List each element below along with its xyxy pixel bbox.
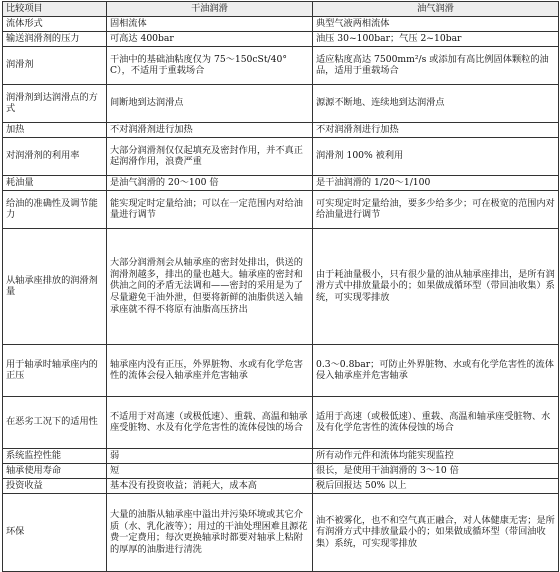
row-grease-cell: 大部分润滑剂仅仅起填充及密封作用，并不真正起润滑作用，浪费严重: [107, 137, 313, 175]
row-item-cell: 在恶劣工况下的适用性: [3, 396, 107, 448]
table-row: [3, 190, 559, 228]
row-item-cell: 对润滑剂的利用率: [3, 137, 107, 175]
row-item-cell: 环保: [3, 493, 107, 571]
header-grease: 干油润滑: [107, 2, 313, 17]
row-item-cell: 加热: [3, 122, 107, 137]
table-row: [3, 478, 559, 493]
table-row: [3, 228, 559, 344]
row-item-cell: 润滑剂到达润滑点的方式: [3, 84, 107, 122]
row-grease-cell: 是油气润滑的 20～100 倍: [107, 175, 313, 190]
row-item-cell: 给油的准确性及调节能力: [3, 190, 107, 228]
table-row: [3, 493, 559, 571]
row-oil-air-cell: 适用于高速（或极低速）、重载、高温和轴承座受脏物、水及有化学危害性的流体侵蚀的场合: [313, 396, 559, 448]
row-oil-air-cell: 油压 30~100bar；气压 2~10bar: [313, 31, 559, 46]
row-item-cell: 流体形式: [3, 16, 107, 31]
row-grease-cell: 大部分润滑剂会从轴承座的密封处排出，供送的润滑剂越多，排出的量也越大。轴承座的密封和供油之间的矛盾无法调和——密封的采用是为了尽量避免干油外泄，但要将新鲜的油脂供送入轴承座就不得不将原有油脂高压挤出: [107, 228, 313, 344]
row-oil-air-cell: 所有动作元件和流体均能实现监控: [313, 448, 559, 463]
row-item-cell: 从轴承座排放的润滑剂量: [3, 228, 107, 344]
row-grease-cell: 基本没有投资收益；消耗大，成本高: [107, 478, 313, 493]
comparison-table-wrapper: [2, 1, 558, 572]
row-grease-cell: 固相流体: [107, 16, 313, 31]
row-grease-cell: 能实现定时定量给油；可以在一定范围内对给油量进行调节: [107, 190, 313, 228]
row-item-cell: 润滑剂: [3, 46, 107, 84]
table-row: [3, 448, 559, 463]
row-grease-cell: 不适用于对高速（或极低速）、重载、高温和轴承座受脏物、水及有化学危害性的流体侵蚀的场合: [107, 396, 313, 448]
row-item-cell: 耗油量: [3, 175, 107, 190]
table-row: [3, 344, 559, 396]
table-body: [3, 16, 559, 571]
row-grease-cell: 大量的油脂从轴承座中溢出并污染环境或其它介质（水、乳化液等）；用过的干油处理困难且源花费一定费用；每次更换轴承时都要对轴承上粘附的厚厚的油脂进行清洗: [107, 493, 313, 571]
row-oil-air-cell: 是干油润滑的 1/20～1/100: [313, 175, 559, 190]
row-oil-air-cell: 润滑剂 100% 被利用: [313, 137, 559, 175]
row-grease-cell: 间断地到达润滑点: [107, 84, 313, 122]
row-oil-air-cell: 税后回报达 50% 以上: [313, 478, 559, 493]
header-item: 比较项目: [3, 2, 107, 17]
row-oil-air-cell: 典型气液两相流体: [313, 16, 559, 31]
table-row: [3, 463, 559, 478]
header-row: [3, 2, 559, 17]
row-oil-air-cell: 0.3～0.8bar；可防止外界脏物、水或有化学危害性的流体侵入轴承座并危害轴承: [313, 344, 559, 396]
row-grease-cell: 可高达 400bar: [107, 31, 313, 46]
row-item-cell: 用于轴承时轴承座内的正压: [3, 344, 107, 396]
row-grease-cell: 干油中的基础油粘度仅为 75～150cSt/40° C），不适用于重载场合: [107, 46, 313, 84]
row-item-cell: 投资收益: [3, 478, 107, 493]
table-row: [3, 84, 559, 122]
row-grease-cell: 短: [107, 463, 313, 478]
row-oil-air-cell: 可实现定时定量给油，要多少给多少；可在极宽的范围内对给油量进行调节: [313, 190, 559, 228]
row-oil-air-cell: 很长，是使用干油润滑的 3～10 倍: [313, 463, 559, 478]
table-header: [3, 2, 559, 17]
row-grease-cell: 轴承座内没有正压，外界脏物、水或有化学危害性的流体会侵入轴承座并危害轴承: [107, 344, 313, 396]
table-row: [3, 137, 559, 175]
row-grease-cell: 不对润滑剂进行加热: [107, 122, 313, 137]
table-row: [3, 16, 559, 31]
table-row: [3, 122, 559, 137]
table-row: [3, 175, 559, 190]
table-row: [3, 46, 559, 84]
row-oil-air-cell: 油不被雾化，也不和空气真正融合，对人体健康无害；是所有润滑方式中排放量最小的；如果做成循环型（带回油收集）系统，可实现零排放: [313, 493, 559, 571]
table-row: [3, 31, 559, 46]
row-oil-air-cell: 由于耗油量极小，只有很少量的油从轴承座排出，是所有润滑方式中排放量最小的；如果做成循环型（带回油收集）系统，可实现零排放: [313, 228, 559, 344]
row-grease-cell: 弱: [107, 448, 313, 463]
row-item-cell: 系统监控性能: [3, 448, 107, 463]
row-item-cell: 轴承使用寿命: [3, 463, 107, 478]
table-row: [3, 396, 559, 448]
row-oil-air-cell: 适应粘度高达 7500mm²/s 或添加有高比例固体颗粒的油品，适用于重载场合: [313, 46, 559, 84]
row-item-cell: 输送润滑剂的压力: [3, 31, 107, 46]
comparison-table: [2, 1, 559, 572]
row-oil-air-cell: 不对润滑剂进行加热: [313, 122, 559, 137]
header-oil-air: 油气润滑: [313, 2, 559, 17]
row-oil-air-cell: 源源不断地、连续地到达润滑点: [313, 84, 559, 122]
